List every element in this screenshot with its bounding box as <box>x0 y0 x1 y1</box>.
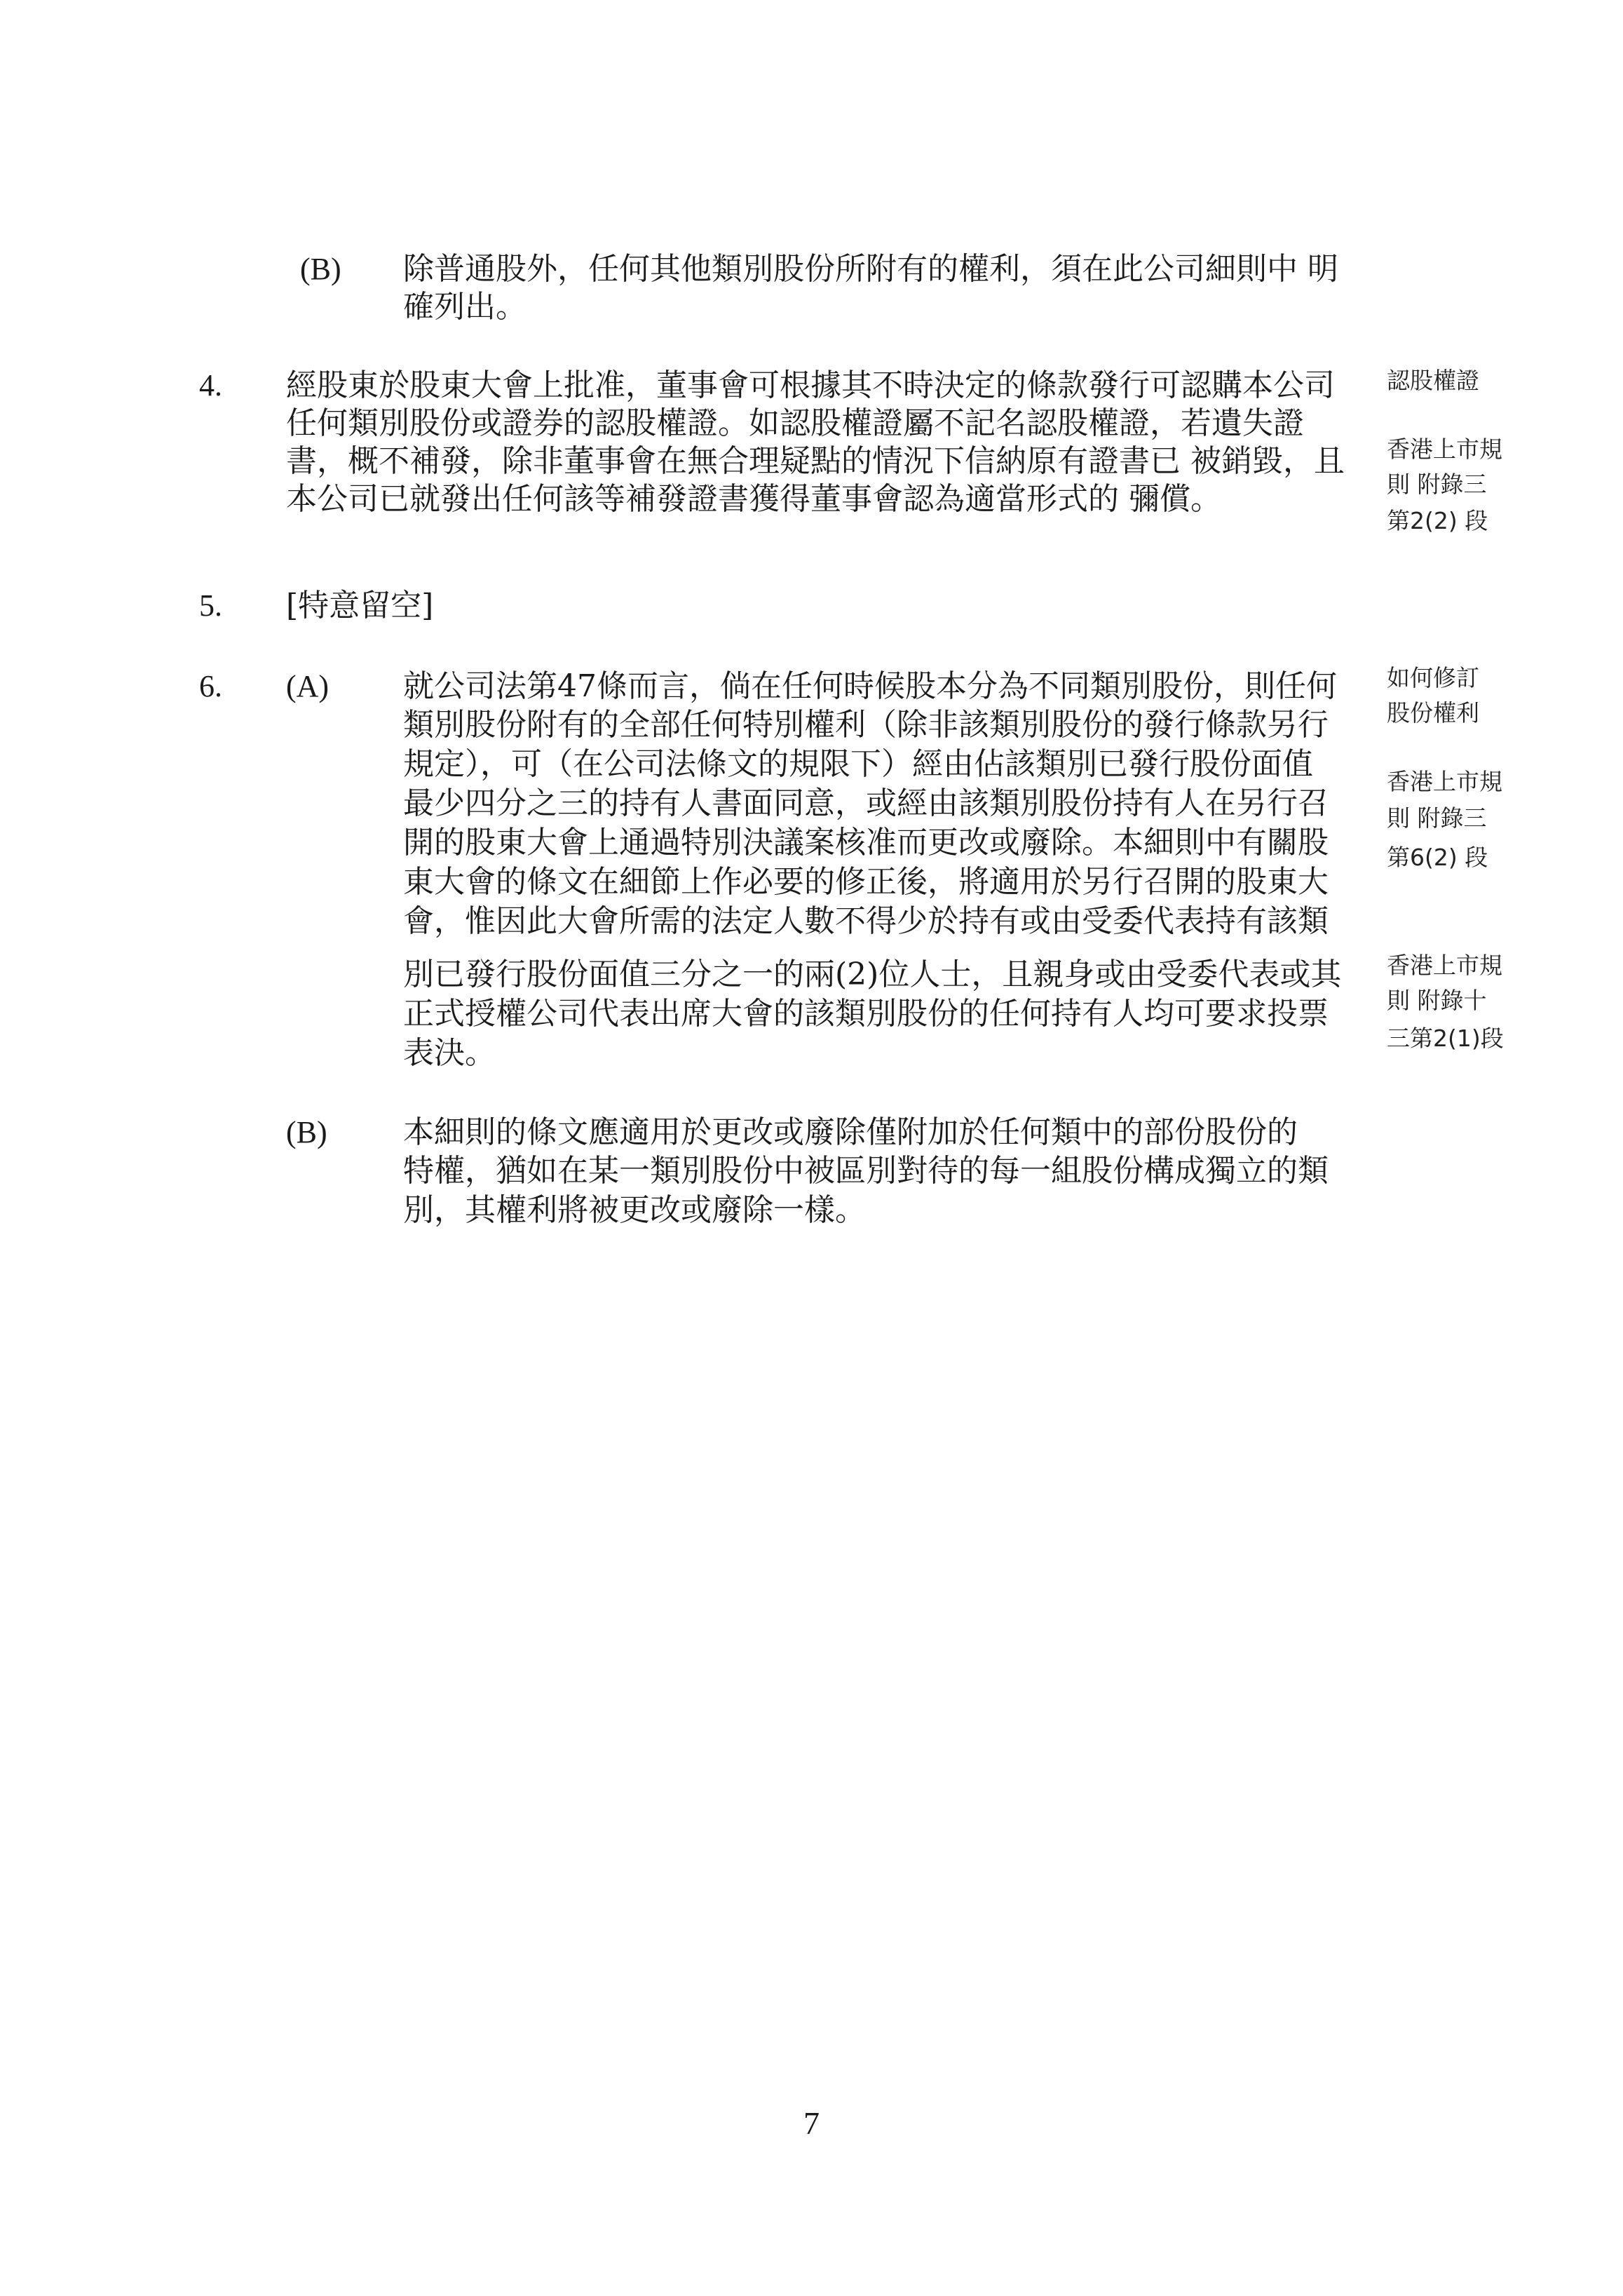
clause-6a-line: 開的股東大會上通過特別決議案核准而更改或廢除。本細則中有關股 <box>403 825 1329 860</box>
clause-6a-line: 東大會的條文在細節上作必要的修正後，將適用於另行召開的股東大 <box>403 864 1329 900</box>
margin-note-listing-rule: 則 附錄十 <box>1387 987 1487 1014</box>
margin-note-listing-rule: 香港上市規 <box>1387 768 1502 795</box>
clause-6a-line: 會，惟因此大會所需的法定人數不得少於持有或由受委代表持有該類 <box>403 903 1329 939</box>
clause-4-line: 本公司已就發出任何該等補發證書獲得董事會認為適當形式的 彌償。 <box>286 481 1221 517</box>
margin-note-listing-rule: 香港上市規 <box>1387 435 1502 463</box>
clause-3b-label: (B) <box>300 252 341 286</box>
clause-3b-line: 除普通股外，任何其他類別股份所附有的權利，須在此公司細則中 明 <box>403 251 1338 287</box>
clause-6b-line: 別，其權利將被更改或廢除一樣。 <box>403 1192 866 1228</box>
margin-note-listing-rule: 則 附錄三 <box>1387 471 1487 498</box>
margin-note-listing-rule: 則 附錄三 <box>1387 804 1487 832</box>
clause-6a-line: 就公司法第47條而言，倘在任何時候股本分為不同類別股份，則任何 <box>403 668 1337 704</box>
clause-6a-line: 類別股份附有的全部任何特別權利（除非該類別股份的發行條款另行 <box>403 707 1329 743</box>
clause-6a-line: 正式授權公司代表出席大會的該類別股份的任何持有人均可要求投票 <box>403 996 1329 1032</box>
margin-note-listing-rule: 第2(2) 段 <box>1387 507 1488 534</box>
margin-note-warrants: 認股權證 <box>1387 367 1479 394</box>
clause-6a-line: 規定），可（在公司法條文的規限下）經由佔該類別已發行股份面值 <box>403 746 1313 782</box>
margin-note-listing-rule: 三第2(1)段 <box>1387 1025 1504 1052</box>
clause-6b-line: 本細則的條文應適用於更改或廢除僅附加於任何類中的部份股份的 <box>403 1114 1298 1150</box>
margin-note-vary-rights: 如何修訂 <box>1387 664 1479 691</box>
margin-note-listing-rule: 第6(2) 段 <box>1387 844 1488 871</box>
clause-6-number: 6. <box>199 669 222 703</box>
clause-6b-line: 特權，猶如在某一類別股份中被區別對待的每一組股份構成獨立的類 <box>403 1153 1329 1189</box>
clause-6a-line: 最少四分之三的持有人書面同意，或經由該類別股份持有人在另行召 <box>403 785 1329 821</box>
clause-4-number: 4. <box>199 368 222 403</box>
margin-note-listing-rule: 香港上市規 <box>1387 952 1502 979</box>
clause-6a-line: 別已發行股份面值三分之一的兩(2)位人士，且親身或由受委代表或其 <box>403 957 1342 992</box>
clause-3b-line: 確列出。 <box>403 289 527 325</box>
clause-6a-line: 表決。 <box>403 1035 496 1071</box>
clause-4-line: 書，概不補發，除非董事會在無合理疑點的情況下信納原有證書已 被銷毀，且 <box>286 443 1345 479</box>
clause-6b-label: (B) <box>286 1115 327 1149</box>
clause-5-number: 5. <box>199 588 222 623</box>
page-number: 7 <box>803 2105 820 2141</box>
clause-4-line: 經股東於股東大會上批准，董事會可根據其不時決定的條款發行可認購本公司 <box>286 367 1335 403</box>
clause-5-text: [特意留空] <box>286 588 434 623</box>
margin-note-vary-rights: 股份權利 <box>1387 699 1479 727</box>
clause-6a-label: (A) <box>286 669 330 703</box>
clause-4-line: 任何類別股份或證券的認股權證。如認股權證屬不記名認股權證，若遺失證 <box>286 405 1304 441</box>
